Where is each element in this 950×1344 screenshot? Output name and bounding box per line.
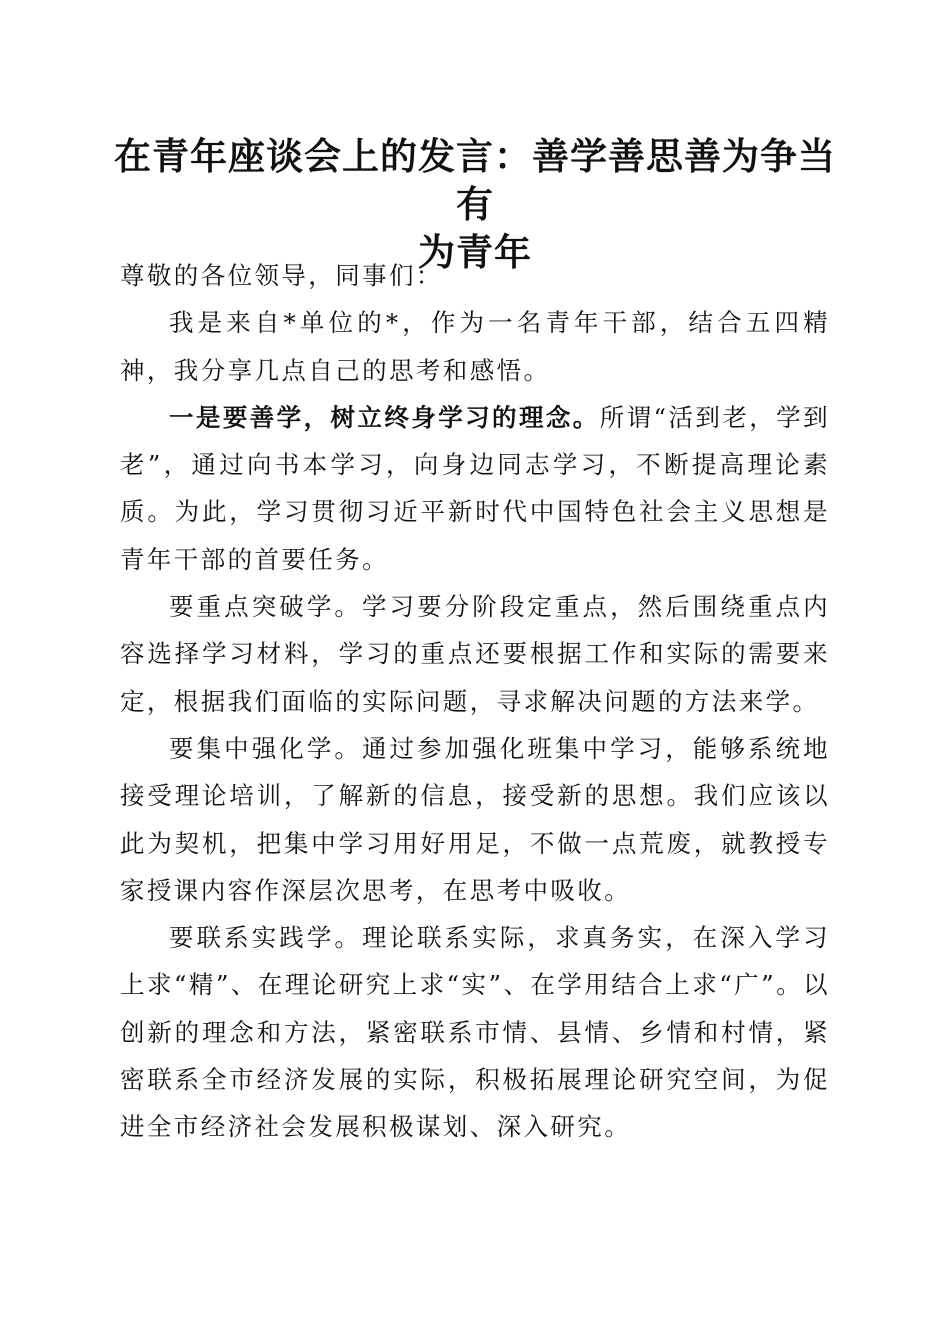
paragraph-1	[120, 299, 830, 394]
title-line-2: 为青年	[418, 230, 532, 274]
paragraph-text: 要联系实践学。理论联系实际，求真务实，在深入学习上求“精”、在理论研究上求“实”、在学用结合上求“广”。以创新的理念和方法，紧密联系市情、县情、乡情和村情，紧密联系全市经济发展的实际，积极拓展理论研究空间，为促进全市经济社会发展积极谋划、深入研究。	[120, 923, 830, 1142]
paragraph-4	[120, 725, 830, 914]
paragraph-text: 要集中强化学。通过参加强化班集中学习，能够系统地接受理论培训，了解新的信息，接受新的思想。我们应该以此为契机，把集中学习用好用足，不做一点荒废，就教授专家授课内容作深层次思考，在思考中吸收。	[120, 733, 830, 905]
document-body	[120, 252, 830, 1151]
paragraph-3	[120, 583, 830, 725]
paragraph-text: 我是来自*单位的*，作为一名青年干部，结合五四精神，我分享几点自己的思考和感悟。	[120, 308, 830, 385]
title-line-1: 在青年座谈会上的发言：善学善思善为争当有	[114, 134, 836, 226]
paragraph-text: 所谓“活到老，学到老”，通过向书本学习，向身边同志学习，不断提高理论素质。为此，学习贯彻习近平新时代中国特色社会主义思想是青年干部的首要任务。	[120, 402, 830, 574]
salutation: 尊敬的各位领导，同事们：	[120, 261, 443, 290]
paragraph-lead: 一是要善学，树立终身学习的理念。	[169, 402, 600, 432]
paragraph-2	[120, 394, 830, 583]
paragraph-text: 要重点突破学。学习要分阶段定重点，然后围绕重点内容选择学习材料，学习的重点还要根据工作和实际的需要来定，根据我们面临的实际问题，寻求解决问题的方法来学。	[120, 592, 830, 716]
paragraph-5	[120, 914, 830, 1150]
